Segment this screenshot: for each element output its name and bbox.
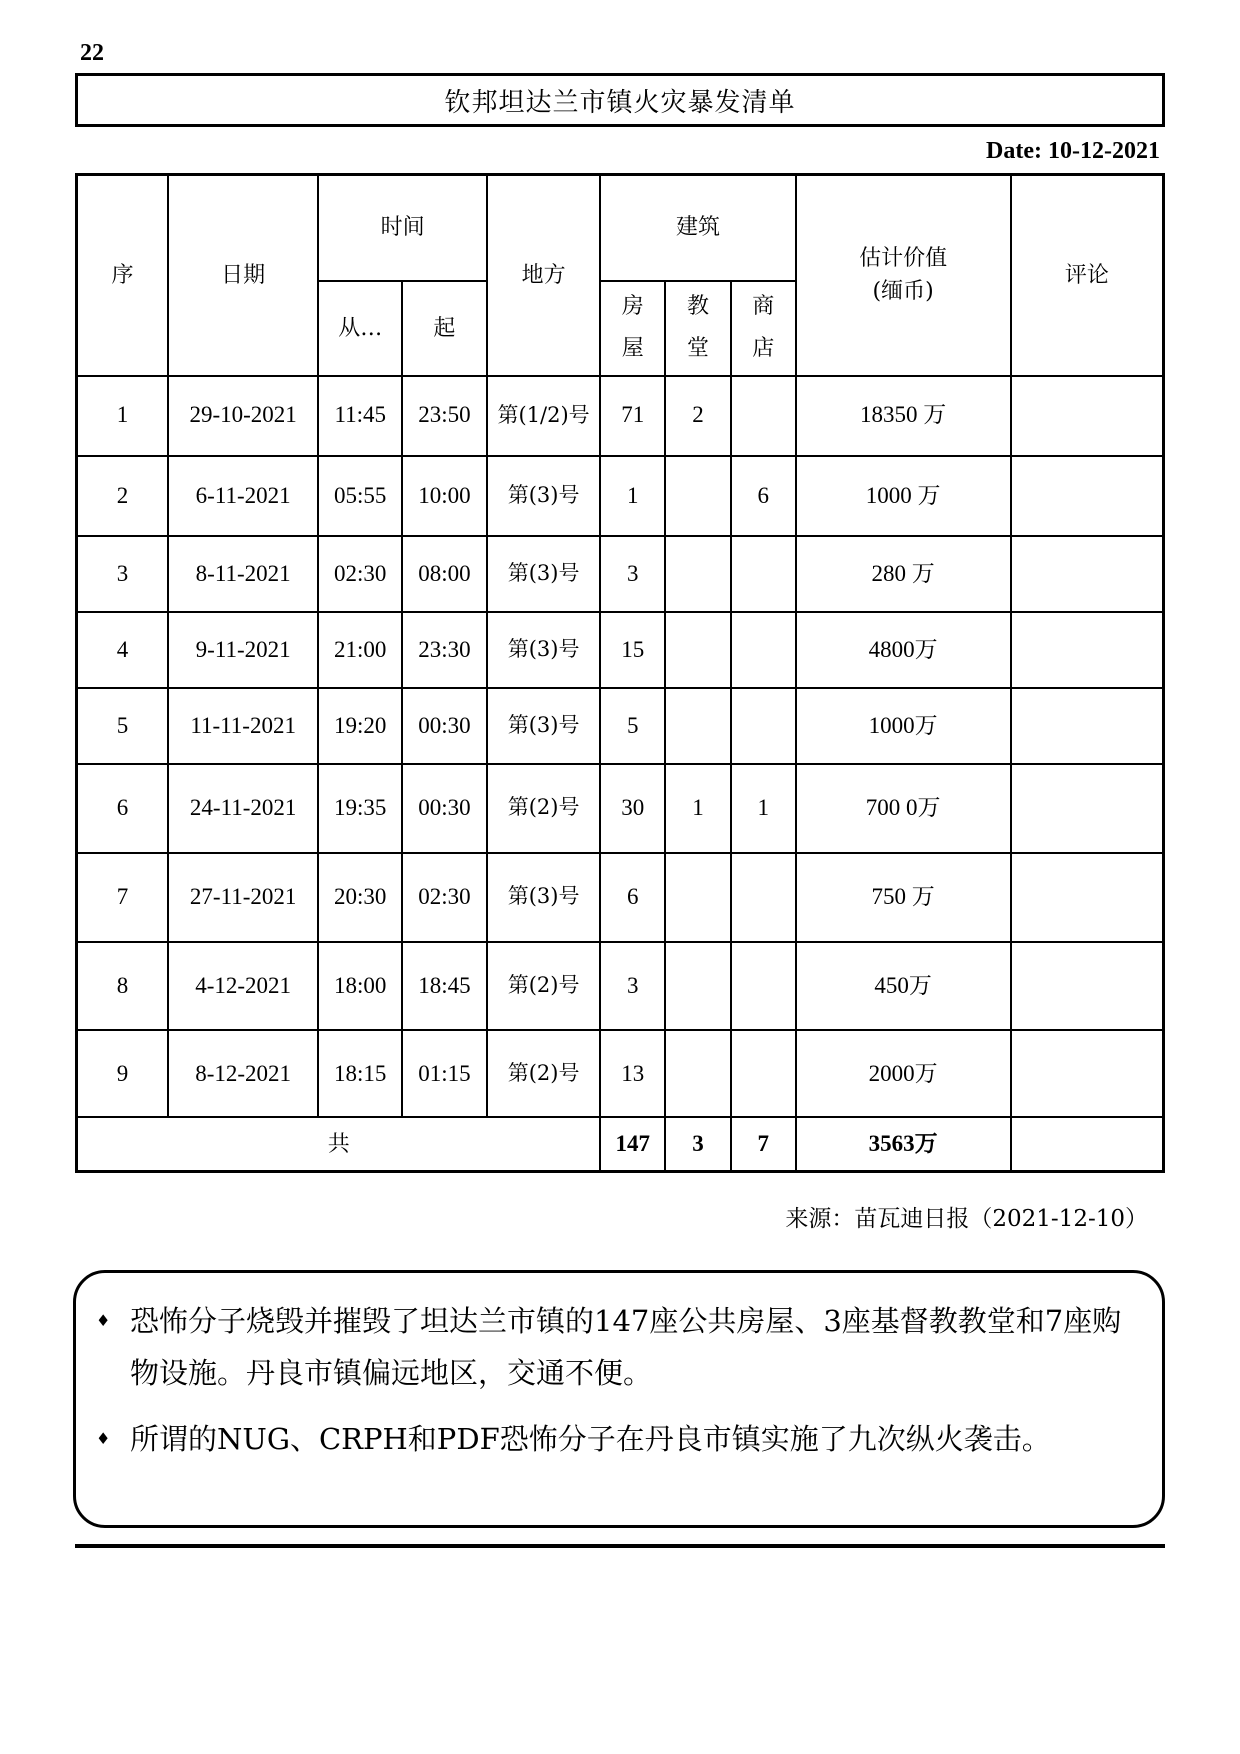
table-row <box>77 536 1164 612</box>
cell-time-to: 01:15 <box>402 1030 487 1117</box>
cell-shops: 1 <box>731 764 796 853</box>
cell-houses: 3 <box>600 942 665 1031</box>
cell-place: 第(3)号 <box>487 688 601 764</box>
cell-shops <box>731 853 796 942</box>
cell-date: 6-11-2021 <box>168 456 319 536</box>
report-date: Date: 10-12-2021 <box>986 138 1160 164</box>
header-shops <box>731 281 796 376</box>
cell-churches <box>665 688 731 764</box>
cell-houses: 30 <box>600 764 665 853</box>
cell-no: 1 <box>77 376 168 456</box>
table-row <box>77 853 1164 942</box>
note-item <box>96 1295 1148 1399</box>
cell-place: 第(2)号 <box>487 764 601 853</box>
cell-time-from: 18:00 <box>318 942 402 1031</box>
total-comment <box>1011 1117 1164 1171</box>
cell-shops <box>731 1030 796 1117</box>
cell-date: 9-11-2021 <box>168 612 319 688</box>
cell-value: 4800万 <box>796 612 1011 688</box>
cell-value: 2000万 <box>796 1030 1011 1117</box>
cell-shops <box>731 612 796 688</box>
cell-time-to: 00:30 <box>402 764 487 853</box>
document-title: 钦邦坦达兰市镇火灾暴发清单 <box>444 87 796 118</box>
summary-notes-box <box>73 1270 1165 1528</box>
source-citation: 来源：苗瓦迪日报（2021-12-10） <box>785 1206 1148 1232</box>
cell-place: 第(3)号 <box>487 456 601 536</box>
header-houses <box>600 281 665 376</box>
cell-comment <box>1011 764 1164 853</box>
cell-date: 8-11-2021 <box>168 536 319 612</box>
cell-value: 750 万 <box>796 853 1011 942</box>
cell-time-to: 18:45 <box>402 942 487 1031</box>
cell-time-from: 19:20 <box>318 688 402 764</box>
cell-time-from: 18:15 <box>318 1030 402 1117</box>
table-total-row <box>77 1117 1164 1171</box>
total-label: 共 <box>77 1117 601 1171</box>
total-shops: 7 <box>731 1117 796 1171</box>
cell-comment <box>1011 942 1164 1031</box>
cell-churches <box>665 456 731 536</box>
cell-time-from: 21:00 <box>318 612 402 688</box>
header-comment: 评论 <box>1011 175 1164 376</box>
cell-churches <box>665 612 731 688</box>
cell-value: 18350 万 <box>796 376 1011 456</box>
table-row <box>77 688 1164 764</box>
cell-time-from: 20:30 <box>318 853 402 942</box>
cell-no: 6 <box>77 764 168 853</box>
cell-houses: 13 <box>600 1030 665 1117</box>
cell-time-from: 05:55 <box>318 456 402 536</box>
header-value-line2: (缅币) <box>872 279 934 305</box>
bottom-divider <box>75 1544 1165 1548</box>
header-time-to: 起 <box>402 281 487 376</box>
cell-houses: 71 <box>600 376 665 456</box>
cell-churches <box>665 853 731 942</box>
header-no: 序 <box>77 175 168 376</box>
cell-shops <box>731 942 796 1031</box>
cell-churches <box>665 536 731 612</box>
table-row <box>77 456 1164 536</box>
diamond-bullet-icon: ♦ <box>96 1311 111 1330</box>
cell-churches: 1 <box>665 764 731 853</box>
cell-date: 24-11-2021 <box>168 764 319 853</box>
cell-date: 27-11-2021 <box>168 853 319 942</box>
cell-comment <box>1011 456 1164 536</box>
cell-time-to: 10:00 <box>402 456 487 536</box>
table-row <box>77 942 1164 1031</box>
cell-time-to: 23:30 <box>402 612 487 688</box>
cell-value: 450万 <box>796 942 1011 1031</box>
header-houses-char2: 屋 <box>621 336 644 361</box>
header-houses-char1: 房 <box>621 294 644 320</box>
cell-houses: 5 <box>600 688 665 764</box>
header-date: 日期 <box>168 175 319 376</box>
total-churches: 3 <box>665 1117 731 1171</box>
total-houses: 147 <box>600 1117 665 1171</box>
cell-comment <box>1011 376 1164 456</box>
cell-date: 11-11-2021 <box>168 688 319 764</box>
cell-place: 第(3)号 <box>487 536 601 612</box>
cell-comment <box>1011 1030 1164 1117</box>
cell-value: 280 万 <box>796 536 1011 612</box>
cell-no: 7 <box>77 853 168 942</box>
cell-houses: 15 <box>600 612 665 688</box>
cell-date: 29-10-2021 <box>168 376 319 456</box>
cell-value: 1000 万 <box>796 456 1011 536</box>
cell-time-to: 08:00 <box>402 536 487 612</box>
cell-time-from: 19:35 <box>318 764 402 853</box>
cell-houses: 3 <box>600 536 665 612</box>
header-place: 地方 <box>487 175 601 376</box>
cell-no: 5 <box>77 688 168 764</box>
cell-value: 1000万 <box>796 688 1011 764</box>
cell-place: 第(1/2)号 <box>487 376 601 456</box>
header-churches-char2: 堂 <box>686 336 709 361</box>
cell-no: 2 <box>77 456 168 536</box>
total-value: 3563万 <box>796 1117 1011 1171</box>
cell-no: 3 <box>77 536 168 612</box>
diamond-bullet-icon: ♦ <box>96 1429 111 1448</box>
header-time: 时间 <box>318 175 486 281</box>
header-time-from: 从… <box>318 281 402 376</box>
cell-place: 第(2)号 <box>487 1030 601 1117</box>
cell-time-from: 02:30 <box>318 536 402 612</box>
cell-time-to: 23:50 <box>402 376 487 456</box>
cell-churches <box>665 1030 731 1117</box>
note-item <box>96 1413 1148 1465</box>
cell-place: 第(3)号 <box>487 853 601 942</box>
header-buildings: 建筑 <box>600 175 795 281</box>
cell-shops: 6 <box>731 456 796 536</box>
cell-place: 第(2)号 <box>487 942 601 1031</box>
cell-comment <box>1011 612 1164 688</box>
note-text: 恐怖分子烧毁并摧毁了坦达兰市镇的147座公共房屋、3座基督教教堂和7座购物设施。丹良市镇偏远地区，交通不便。 <box>130 1304 1122 1390</box>
table-row <box>77 764 1164 853</box>
cell-date: 8-12-2021 <box>168 1030 319 1117</box>
cell-time-from: 11:45 <box>318 376 402 456</box>
page-number: 22 <box>80 40 104 66</box>
cell-place: 第(3)号 <box>487 612 601 688</box>
note-text: 所谓的NUG、CRPH和PDF恐怖分子在丹良市镇实施了九次纵火袭击。 <box>130 1422 1051 1456</box>
cell-no: 8 <box>77 942 168 1031</box>
cell-churches: 2 <box>665 376 731 456</box>
header-churches <box>665 281 731 376</box>
cell-date: 4-12-2021 <box>168 942 319 1031</box>
cell-houses: 6 <box>600 853 665 942</box>
cell-time-to: 00:30 <box>402 688 487 764</box>
header-estimated-value <box>796 175 1011 376</box>
cell-comment <box>1011 688 1164 764</box>
cell-shops <box>731 376 796 456</box>
cell-comment <box>1011 536 1164 612</box>
header-value-line1: 估计价值 <box>859 246 948 272</box>
header-churches-char1: 教 <box>686 294 709 320</box>
cell-comment <box>1011 853 1164 942</box>
table-row <box>77 1030 1164 1117</box>
cell-time-to: 02:30 <box>402 853 487 942</box>
cell-shops <box>731 688 796 764</box>
fire-incident-table <box>75 173 1165 1173</box>
cell-houses: 1 <box>600 456 665 536</box>
header-shops-char2: 店 <box>752 336 775 361</box>
cell-no: 4 <box>77 612 168 688</box>
header-shops-char1: 商 <box>752 294 775 320</box>
cell-shops <box>731 536 796 612</box>
cell-churches <box>665 942 731 1031</box>
cell-value: 700 0万 <box>796 764 1011 853</box>
title-box <box>75 73 1165 127</box>
cell-no: 9 <box>77 1030 168 1117</box>
table-row <box>77 612 1164 688</box>
table-row <box>77 376 1164 456</box>
